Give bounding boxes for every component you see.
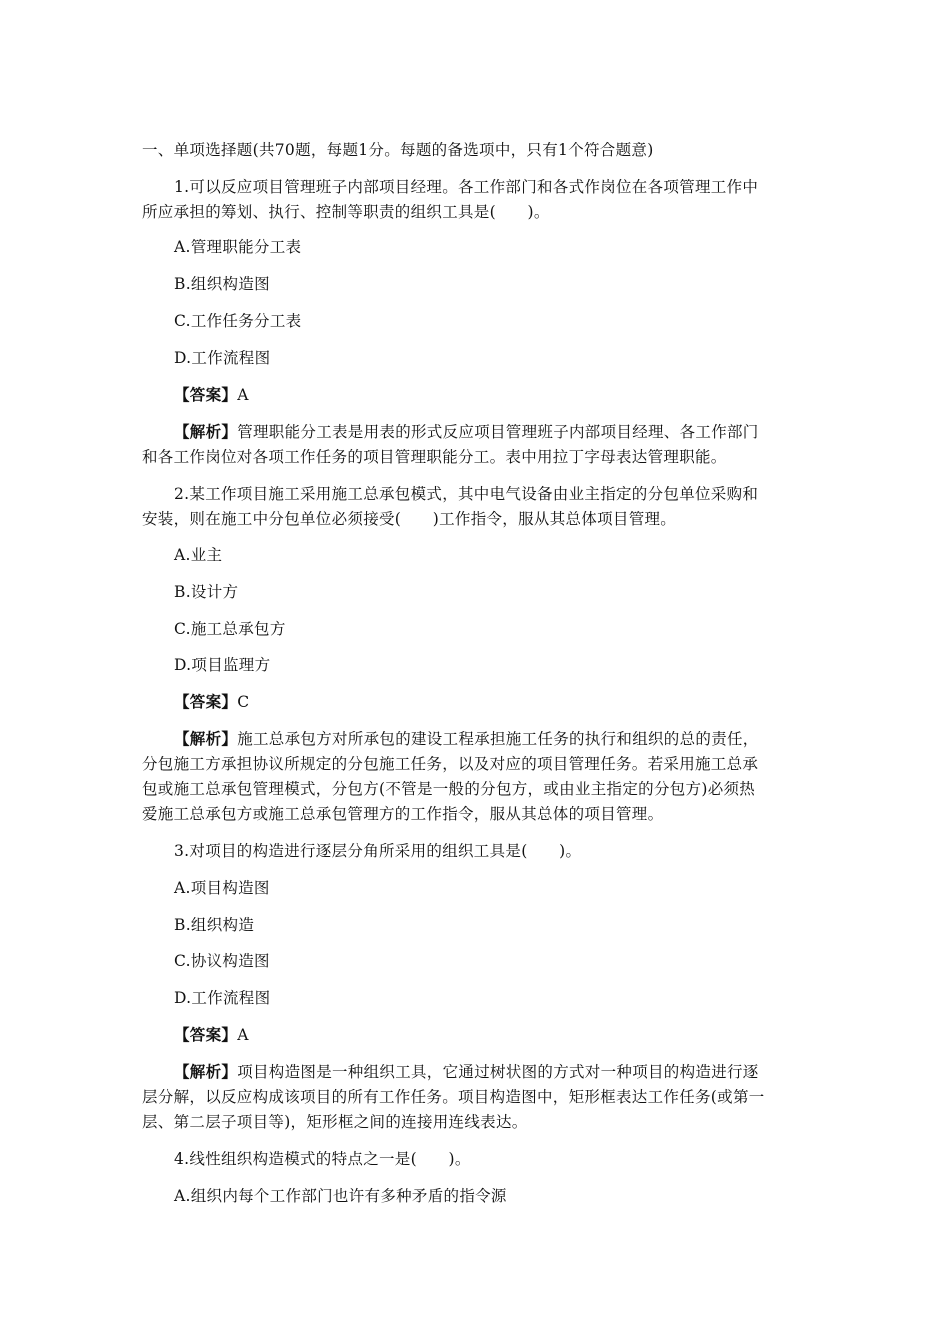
question-1-option-a: A.管理职能分工表 [174, 238, 302, 256]
analysis-text: 项目构造图是一种组织工具，它通过树状图的方式对一种项目的构造进行逐 [237, 1063, 759, 1081]
analysis-text: 管理职能分工表是用表的形式反应项目管理班子内部项目经理、各工作部门 [237, 423, 759, 441]
section-heading: 一、单项选择题(共70题，每题1分。每题的备选项中，只有1个符合题意) [142, 141, 654, 159]
question-1-option-c: C.工作任务分工表 [174, 312, 302, 330]
question-4-option-a: A.组织内每个工作部门也许有多种矛盾的指令源 [174, 1187, 507, 1205]
question-1-option-b: B.组织构造图 [174, 275, 270, 293]
question-3-analysis-line-3: 层、第二层子项目等)，矩形框之间的连接用连线表达。 [142, 1113, 528, 1131]
question-2-analysis-line-4: 爱施工总承包方或施工总承包管理方的工作指令，服从其总体的项目管理。 [142, 805, 664, 823]
analysis-label: 【解析】 [174, 1062, 238, 1081]
question-1-option-d: D.工作流程图 [174, 349, 271, 367]
question-2-option-b: B.设计方 [174, 583, 239, 601]
analysis-label: 【解析】 [174, 729, 238, 748]
question-3-option-d: D.工作流程图 [174, 989, 271, 1007]
answer-label: 【答案】 [174, 1025, 238, 1044]
answer-label: 【答案】 [174, 692, 238, 711]
question-2-answer [174, 691, 249, 713]
question-2-analysis-line-2: 分包施工方承担协议所规定的分包施工任务，以及对应的项目管理任务。若采用施工总承 [142, 755, 759, 773]
question-2-stem-line-1: 2.某工作项目施工采用施工总承包模式，其中电气设备由业主指定的分包单位采购和 [174, 485, 759, 503]
question-3-option-a: A.项目构造图 [174, 879, 270, 897]
question-3-option-b: B.组织构造 [174, 916, 255, 934]
question-3-stem-line-1: 3.对项目的构造进行逐层分角所采用的组织工具是( )。 [174, 842, 582, 860]
analysis-text: 施工总承包方对所承包的建设工程承担施工任务的执行和组织的总的责任， [237, 730, 759, 748]
question-3-answer [174, 1024, 249, 1046]
question-1-analysis-line-2: 和各工作岗位对各项工作任务的项目管理职能分工。表中用拉丁字母表达管理职能。 [142, 448, 727, 466]
question-2-option-a: A.业主 [174, 546, 223, 564]
question-1-answer [174, 384, 249, 406]
question-1-stem-line-2: 所应承担的筹划、执行、控制等职责的组织工具是( )。 [142, 203, 550, 221]
question-3-option-c: C.协议构造图 [174, 952, 270, 970]
question-2-option-c: C.施工总承包方 [174, 620, 286, 638]
question-2-analysis-line-3: 包或施工总承包管理模式，分包方(不管是一般的分包方，或由业主指定的分包方)必须热 [142, 780, 756, 798]
answer-value: C [237, 693, 250, 711]
answer-value: A [237, 1026, 249, 1044]
question-3-analysis-line-1 [174, 1061, 759, 1083]
analysis-label: 【解析】 [174, 422, 238, 441]
answer-value: A [237, 386, 249, 404]
question-4-stem-line-1: 4.线性组织构造模式的特点之一是( )。 [174, 1150, 471, 1168]
question-2-option-d: D.项目监理方 [174, 656, 271, 674]
question-2-stem-line-2: 安装，则在施工中分包单位必须接受( )工作指令，服从其总体项目管理。 [142, 510, 677, 528]
answer-label: 【答案】 [174, 385, 238, 404]
question-1-analysis-line-1 [174, 421, 759, 443]
question-1-stem-line-1: 1.可以反应项目管理班子内部项目经理。各工作部门和各式作岗位在各项管理工作中 [174, 178, 759, 196]
question-3-analysis-line-2: 层分解，以反应构成该项目的所有工作任务。项目构造图中，矩形框表达工作任务(或第一 [142, 1088, 765, 1106]
question-2-analysis-line-1 [174, 728, 759, 750]
